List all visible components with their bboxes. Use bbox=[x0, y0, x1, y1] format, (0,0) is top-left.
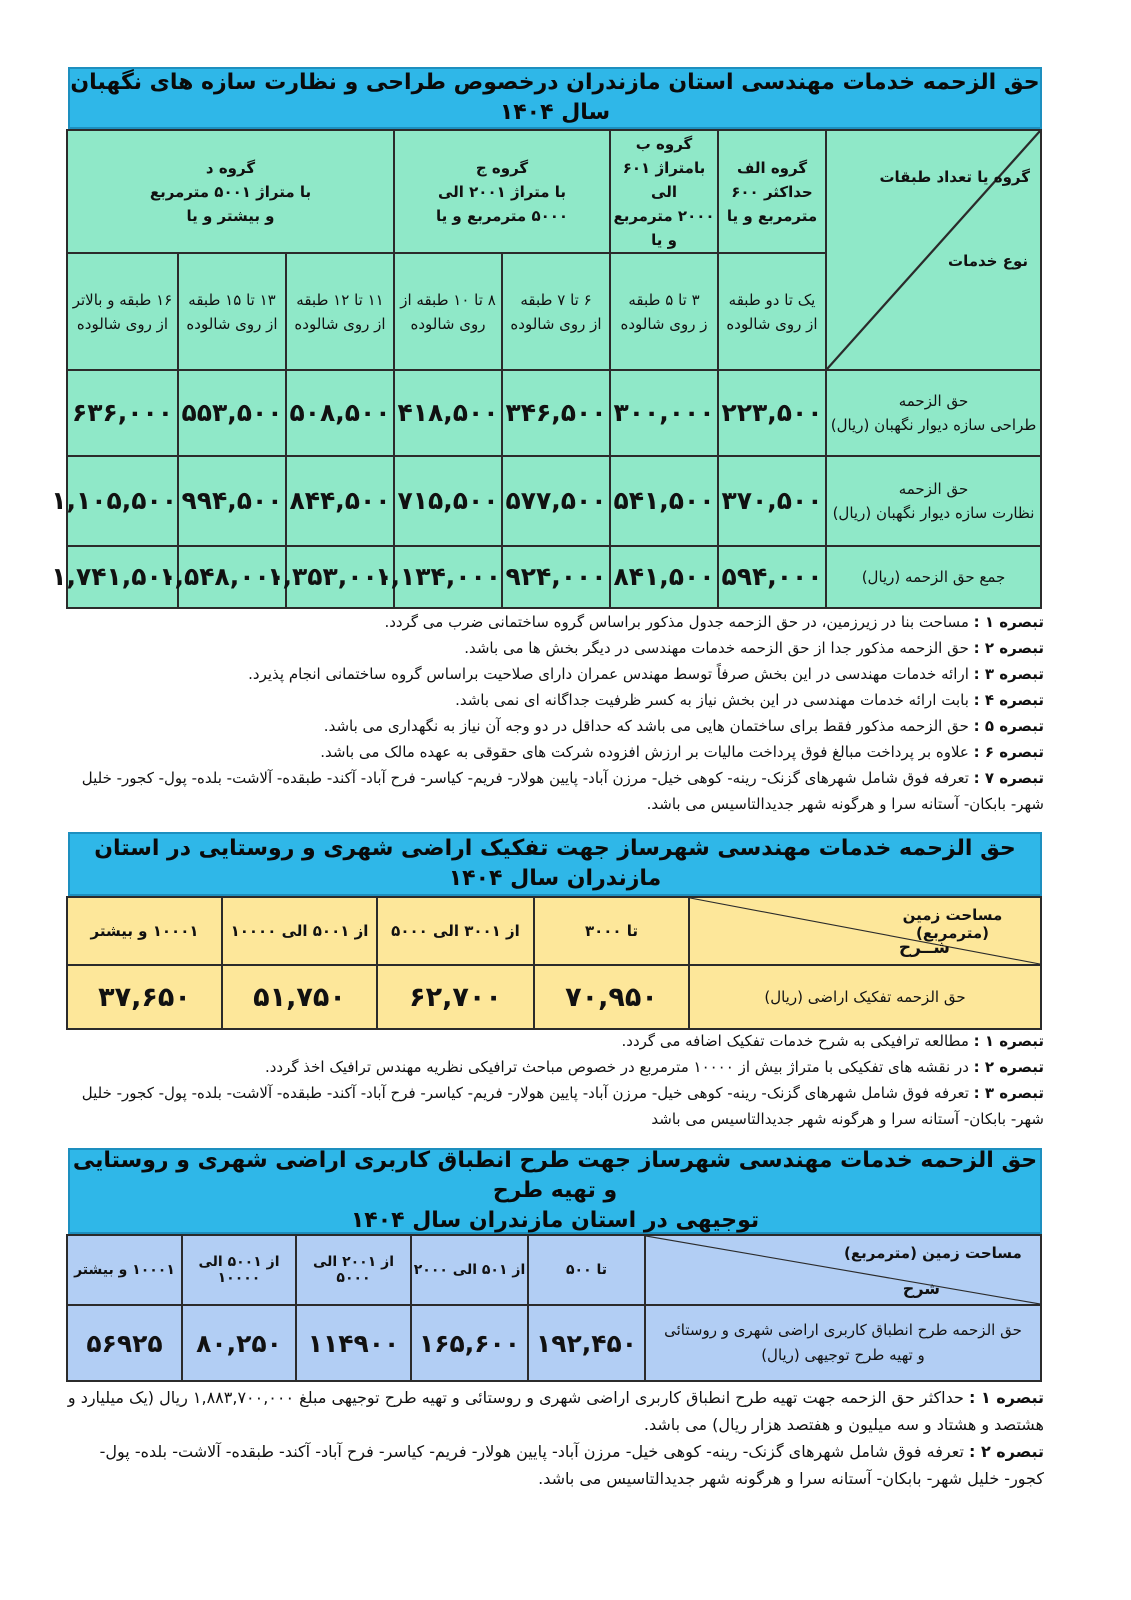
area-range-header: تا ۵۰۰ bbox=[528, 1235, 645, 1305]
floor-range-header: ۱۶ طبقه و بالاتر از روی شالوده bbox=[67, 253, 178, 370]
note: تبصره ۶ : علاوه بر پرداخت مبالغ فوق پرداخت مالیات بر ارزش افزوده شرکت های حقوقی به عهده مالک می باشد. bbox=[320, 743, 1044, 761]
fee-value: ۳۴۶,۵۰۰ bbox=[502, 370, 610, 456]
fee-value: ۱,۳۵۳,۰۰۰ bbox=[286, 546, 394, 608]
retaining-wall-fee-table bbox=[51, 129, 1042, 609]
fee-value: ۴۱۸,۵۰۰ bbox=[394, 370, 502, 456]
fee-value: ۸۴۱,۵۰۰ bbox=[610, 546, 718, 608]
corner-bottom-label: شــرح bbox=[898, 938, 950, 958]
section1-title-bar bbox=[68, 67, 1042, 129]
section3-title-bar bbox=[68, 1148, 1042, 1234]
section-land-use-plan-fees bbox=[68, 1148, 1042, 1382]
fee-value: ۱,۵۴۸,۰۰۰ bbox=[178, 546, 286, 608]
section3-title-line1: حق الزحمه خدمات مهندسی شهرساز جهت طرح انطباق کاربری اراضی شهری و روستایی و تهیه طرح bbox=[72, 1148, 1038, 1204]
fee-value: ۱,۱۰۵,۵۰۰ bbox=[67, 456, 178, 546]
area-range-header: ۱۰۰۰۱ و بیشتر bbox=[67, 897, 222, 965]
table-row-supervision-fee bbox=[67, 456, 1041, 546]
floor-range-header: ۳ تا ۵ طبقه ز روی شالوده bbox=[610, 253, 718, 370]
fee-value: ۱,۷۴۱,۵۰۰ bbox=[67, 546, 178, 608]
note: تبصره ۴ : بابت ارائه خدمات مهندسی در این بخش نیاز به کسر ظرفیت جداگانه ای نمی باشد. bbox=[455, 691, 1044, 709]
fee-value: ۵۷۷,۵۰۰ bbox=[502, 456, 610, 546]
land-subdivision-fee-table bbox=[66, 896, 1042, 1030]
note: تبصره ۵ : حق الزحمه مذکور فقط برای ساختمان هایی می باشد که حداقل در دو وجه آن نیاز به نگهداری می باشد. bbox=[323, 717, 1044, 735]
section2-title: حق الزحمه خدمات مهندسی شهرساز جهت تفکیک اراضی شهری و روستایی در استان مازندران سال ۱۴۰۴ bbox=[94, 836, 1016, 891]
fee-value: ۱۹۲,۴۵۰ bbox=[528, 1305, 645, 1381]
note: تبصره ۷ : تعرفه فوق شامل شهرهای گزنک- رینه- کوهی خیل- مرزن آباد- پایین هولار- فریم- کیاسر- فرح آباد- آکند- طبقده- آلاشت- بلده- پول- کجور- خلیل شهر- بابکان- آستانه سرا و هرگونه شهر جدیدالتاسیس می باشد. bbox=[81, 769, 1044, 813]
area-range-header: از ۵۰۰۱ الی ۱۰۰۰۰ bbox=[222, 897, 377, 965]
corner-bottom-label: شرح bbox=[902, 1279, 940, 1298]
corner-top-label: مساحت زمین (مترمربع) bbox=[902, 906, 1003, 942]
table2-corner-cell bbox=[689, 897, 1041, 965]
note: تبصره ۱ : حداکثر حق الزحمه جهت تهیه طرح انطباق کاربری اراضی شهری و روستائی و تهیه طرح توجیهی مبلغ ۱,۸۸۳,۷۰۰,۰۰۰ ریال (یک میلیارد و هشتصد و هشتاد و سه میلیون و هفتصد هزار ریال) می باشد. bbox=[67, 1388, 1044, 1434]
note: تبصره ۳ : تعرفه فوق شامل شهرهای گزنک- رینه- کوهی خیل- مرزن آباد- پایین هولار- فریم- کیاسر- فرح آباد- آکند- طبقده- آلاشت- بلده- پول- کجور- خلیل شهر- بابکان- آستانه سرا و هرگونه شهر جدیدالتاسیس می باشد bbox=[81, 1084, 1044, 1128]
note: تبصره ۲ : حق الزحمه مذکور جدا از حق الزحمه خدمات مهندسی در دیگر بخش ها می باشد. bbox=[464, 639, 1044, 657]
section3-notes bbox=[66, 1384, 1044, 1492]
table-row-design-fee bbox=[67, 370, 1041, 456]
note: تبصره ۱ : مساحت بنا در زیرزمین، در حق الزحمه جدول مذکور براساس گروه ساختمانی ضرب می گردد. bbox=[384, 613, 1044, 631]
floor-range-header: ۸ تا ۱۰ طبقه از روی شالوده bbox=[394, 253, 502, 370]
area-range-header: ۱۰۰۰۱ و بیشتر bbox=[67, 1235, 182, 1305]
fee-value: ۸۰,۲۵۰ bbox=[182, 1305, 296, 1381]
section2-title-bar bbox=[68, 832, 1042, 896]
fee-value: ۳۰۰,۰۰۰ bbox=[610, 370, 718, 456]
fee-value: ۱۱۴۹۰۰ bbox=[296, 1305, 411, 1381]
floor-range-header: یک تا دو طبقه از روی شالوده bbox=[718, 253, 826, 370]
fee-value: ۲۲۳,۵۰۰ bbox=[718, 370, 826, 456]
fee-value: ۵۹۴,۰۰۰ bbox=[718, 546, 826, 608]
fee-value: ۸۴۴,۵۰۰ bbox=[286, 456, 394, 546]
table1-corner-cell bbox=[826, 130, 1041, 370]
section2-notes bbox=[66, 1028, 1044, 1132]
fee-value: ۱۶۵,۶۰۰ bbox=[411, 1305, 528, 1381]
corner-top-label: مساحت زمین (مترمربع) bbox=[844, 1244, 1022, 1262]
fee-value: ۵۶۹۲۵ bbox=[67, 1305, 182, 1381]
floor-range-header: ۶ تا ۷ طبقه از روی شالوده bbox=[502, 253, 610, 370]
group-d-header: گروه د با متراژ ۵۰۰۱ مترمربع و بیشتر و یا bbox=[67, 130, 394, 253]
fee-value: ۶۲,۷۰۰ bbox=[377, 965, 534, 1029]
fee-value: ۳۷۰,۵۰۰ bbox=[718, 456, 826, 546]
group-c-header: گروه ج با متراژ ۲۰۰۱ الی ۵۰۰۰ مترمربع و یا bbox=[394, 130, 610, 253]
fee-value: ۵۴۱,۵۰۰ bbox=[610, 456, 718, 546]
table-row-land-use-fee bbox=[67, 1305, 1041, 1381]
fee-value: ۵۵۳,۵۰۰ bbox=[178, 370, 286, 456]
floor-range-header: ۱۳ تا ۱۵ طبقه از روی شالوده bbox=[178, 253, 286, 370]
fee-value: ۷۰,۹۵۰ bbox=[534, 965, 689, 1029]
fee-value: ۵۱,۷۵۰ bbox=[222, 965, 377, 1029]
note: تبصره ۱ : مطالعه ترافیکی به شرح خدمات تفکیک اضافه می گردد. bbox=[621, 1032, 1044, 1050]
row-label-design: حق الزحمه طراحی سازه دیوار نگهبان (ریال) bbox=[826, 370, 1041, 456]
note: تبصره ۳ : ارائه خدمات مهندسی در این بخش صرفاً توسط مهندس عمران دارای صلاحیت براساس گروه ساختمانی انجام پذیرد. bbox=[248, 665, 1044, 683]
area-range-header: از ۲۰۰۱ الی ۵۰۰۰ bbox=[296, 1235, 411, 1305]
fee-value: ۱,۱۳۴,۰۰۰ bbox=[394, 546, 502, 608]
fee-value: ۹۹۴,۵۰۰ bbox=[178, 456, 286, 546]
floor-range-header: ۱۱ تا ۱۲ طبقه از روی شالوده bbox=[286, 253, 394, 370]
area-range-header: از ۳۰۰۱ الی ۵۰۰۰ bbox=[377, 897, 534, 965]
section-retaining-wall-fees bbox=[51, 67, 1042, 609]
table3-corner-cell bbox=[645, 1235, 1041, 1305]
land-use-plan-fee-table bbox=[66, 1234, 1042, 1382]
fee-value: ۶۳۶,۰۰۰ bbox=[67, 370, 178, 456]
fee-value: ۵۰۸,۵۰۰ bbox=[286, 370, 394, 456]
corner-bottom-label: نوع خدمات bbox=[948, 252, 1028, 270]
row-label-total: جمع حق الزحمه (ریال) bbox=[826, 546, 1041, 608]
corner-top-label: گروه یا تعداد طبقات bbox=[879, 168, 1030, 186]
group-b-header: گروه ب بامتراژ ۶۰۱ الی ۲۰۰۰ مترمربع و یا bbox=[610, 130, 718, 253]
section1-notes bbox=[66, 609, 1044, 817]
note: تبصره ۲ : تعرفه فوق شامل شهرهای گزنک- رینه- کوهی خیل- مرزن آباد- پایین هولار- فریم- کیاسر- فرح آباد- آکند- طبقده- آلاشت- بلده- پول- کجور- خلیل شهر- بابکان- آستانه سرا و هرگونه شهر جدیدالتاسیس می باشد. bbox=[99, 1442, 1044, 1488]
group-a-header: گروه الف حداکثر ۶۰۰ مترمربع و یا bbox=[718, 130, 826, 253]
area-range-header: از ۵۰۱ الی ۲۰۰۰ bbox=[411, 1235, 528, 1305]
table-row-subdivision-fee bbox=[67, 965, 1041, 1029]
section1-title: حق الزحمه خدمات مهندسی استان مازندران درخصوص طراحی و نظارت سازه های نگهبان سال ۱۴۰۴ bbox=[70, 70, 1040, 125]
row-label-subdivision: حق الزحمه تفکیک اراضی (ریال) bbox=[689, 965, 1041, 1029]
section3-title-line2: توجیهی در استان مازندران سال ۱۴۰۴ bbox=[350, 1207, 760, 1233]
fee-value: ۹۲۴,۰۰۰ bbox=[502, 546, 610, 608]
row-label-land-use: حق الزحمه طرح انطباق کاربری اراضی شهری و روستائی و تهیه طرح توجیهی (ریال) bbox=[645, 1305, 1041, 1381]
note: تبصره ۲ : در نقشه های تفکیکی با متراژ بیش از ۱۰۰۰۰ مترمربع در خصوص مباحث ترافیکی نظریه مهندس ترافیک اخذ گردد. bbox=[264, 1058, 1044, 1076]
fee-value: ۷۱۵,۵۰۰ bbox=[394, 456, 502, 546]
row-label-supervision: حق الزحمه نظارت سازه دیوار نگهبان (ریال) bbox=[826, 456, 1041, 546]
section-land-subdivision-fees bbox=[68, 832, 1042, 1030]
area-range-header: تا ۳۰۰۰ bbox=[534, 897, 689, 965]
table-row-total-fee bbox=[67, 546, 1041, 608]
fee-value: ۳۷,۶۵۰ bbox=[67, 965, 222, 1029]
area-range-header: از ۵۰۰۱ الی ۱۰۰۰۰ bbox=[182, 1235, 296, 1305]
